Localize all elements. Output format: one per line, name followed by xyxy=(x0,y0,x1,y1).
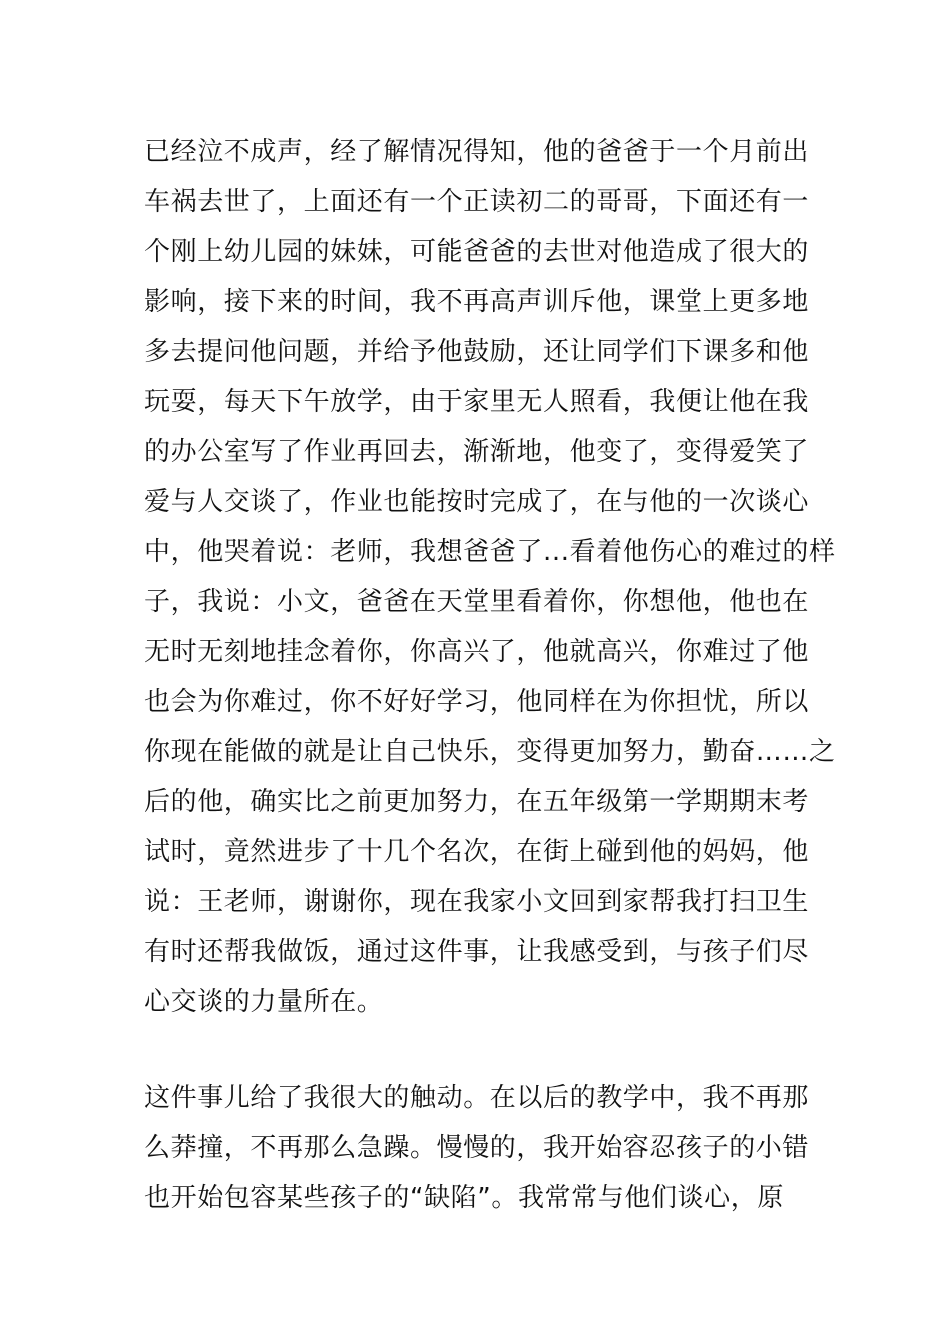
text-line: 么莽撞，不再那么急躁。慢慢的，我开始容忍孩子的小错 xyxy=(144,1133,810,1163)
text-line: 心交谈的力量所在。 xyxy=(144,987,384,1017)
text-line: 中，他哭着说：老师，我想爸爸了...看着他伤心的难过的样 xyxy=(144,537,836,567)
text-line: 玩耍，每天下午放学，由于家里无人照看，我便让他在我 xyxy=(144,387,810,417)
text-line: 也会为你难过，你不好好学习，他同样在为你担忧，所以 xyxy=(144,687,810,717)
text-line: 的办公室写了作业再回去，渐渐地，他变了，变得爱笑了 xyxy=(144,437,810,467)
text-line: 爱与人交谈了，作业也能按时完成了，在与他的一次谈心 xyxy=(144,487,810,517)
text-line: 影响，接下来的时间，我不再高声训斥他，课堂上更多地 xyxy=(144,287,810,317)
paragraph-1 xyxy=(144,127,836,1027)
paragraph-2 xyxy=(144,1073,814,1223)
text-line: 多去提问他问题，并给予他鼓励，还让同学们下课多和他 xyxy=(144,337,810,367)
text-line: 无时无刻地挂念着你，你高兴了，他就高兴，你难过了他 xyxy=(144,637,810,667)
text-line: 也开始包容某些孩子的“缺陷”。我常常与他们谈心，原 xyxy=(144,1183,784,1213)
text-line: 个刚上幼儿园的妹妹，可能爸爸的去世对他造成了很大的 xyxy=(144,237,810,267)
text-line: 有时还帮我做饭，通过这件事，让我感受到，与孩子们尽 xyxy=(144,937,810,967)
text-line: 已经泣不成声，经了解情况得知，他的爸爸于一个月前出 xyxy=(144,137,810,167)
text-line: 你现在能做的就是让自己快乐，变得更加努力，勤奋……之 xyxy=(144,737,836,767)
text-line: 说：王老师，谢谢你，现在我家小文回到家帮我打扫卫生 xyxy=(144,887,810,917)
text-line: 子，我说：小文，爸爸在天堂里看着你，你想他，他也在 xyxy=(144,587,810,617)
text-line: 后的他，确实比之前更加努力，在五年级第一学期期末考 xyxy=(144,787,810,817)
text-line: 这件事儿给了我很大的触动。在以后的教学中，我不再那 xyxy=(144,1083,810,1113)
text-line: 车祸去世了，上面还有一个正读初二的哥哥，下面还有一 xyxy=(144,187,810,217)
text-line: 试时，竟然进步了十几个名次，在街上碰到他的妈妈，他 xyxy=(144,837,810,867)
